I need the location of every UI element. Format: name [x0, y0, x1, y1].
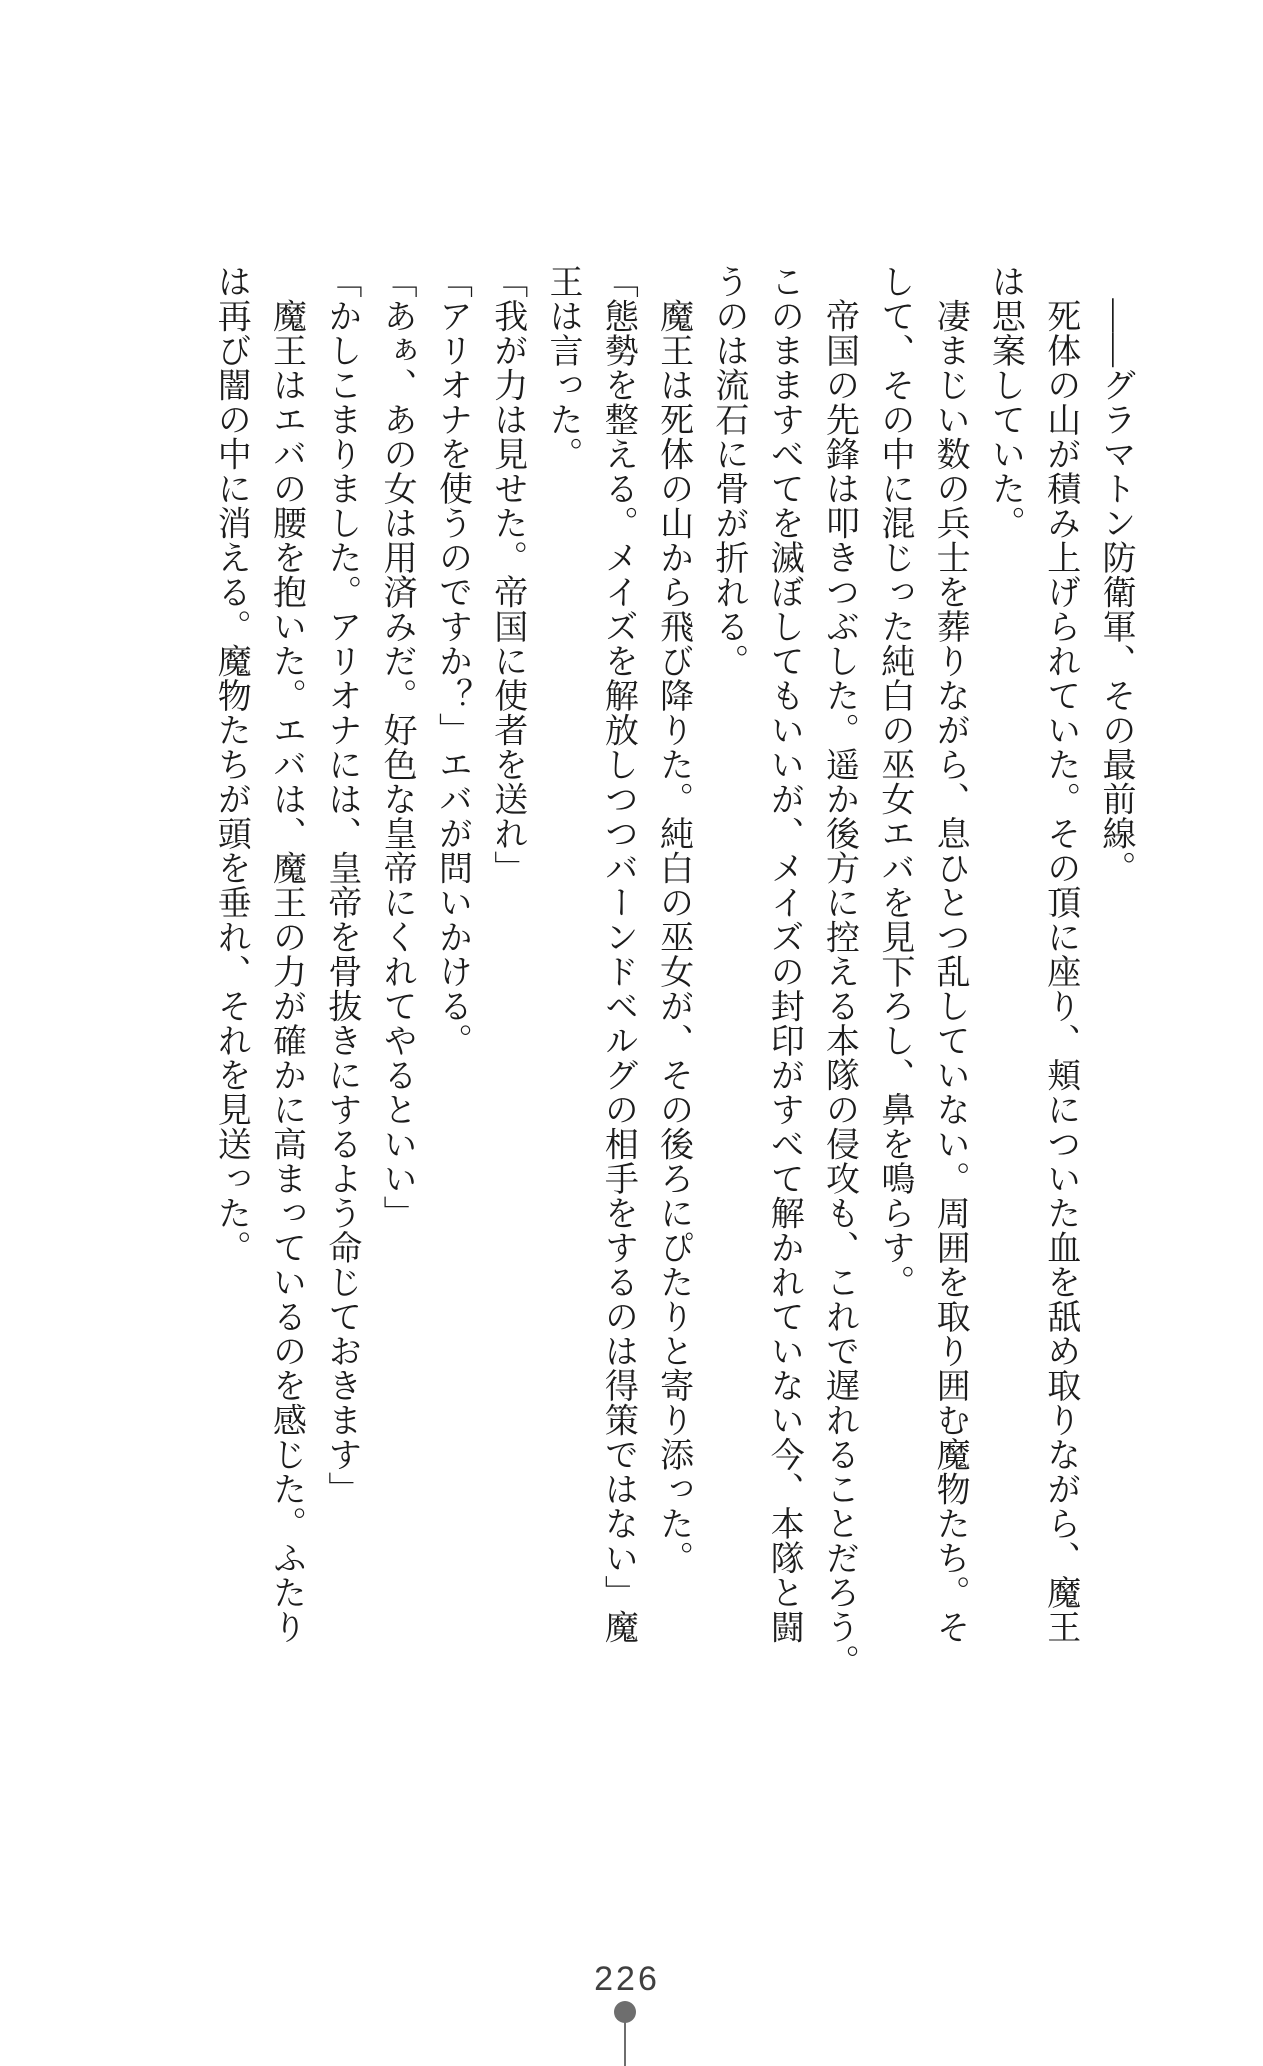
text-line: 「我が力は見せた。帝国に使者を送れ」 — [488, 264, 526, 885]
text-line: うのは流石に骨が折れる。 — [709, 264, 747, 678]
footer-line-ornament — [624, 2012, 626, 2066]
text-line: 凄まじい数の兵士を葬りながら、息ひとつ乱していない。周囲を取り囲む魔物たち。そ — [931, 264, 969, 1644]
text-line: 王は言った。 — [544, 264, 582, 471]
text-line: 「あぁ、あの女は用済みだ。好色な皇帝にくれてやるといい」 — [378, 264, 416, 1230]
text-line: して、その中に混じった純白の巫女エバを見下ろし、鼻を鳴らす。 — [875, 264, 913, 1299]
text-line: 「態勢を整える。メイズを解放しつつバーンドベルグの相手をするのは得策ではない」魔 — [599, 264, 637, 1644]
text-line: 「アリオナを使うのですか？」エバが問いかける。 — [433, 264, 471, 1058]
text-line: 魔王はエバの腰を抱いた。エバは、魔王の力が確かに高まっているのを感じた。ふたり — [267, 264, 305, 1644]
text-line: 帝国の先鋒は叩きつぶした。遥か後方に控える本隊の侵攻も、これで遅れることだろう。 — [820, 264, 858, 1679]
text-line: このまますべてを滅ぼしてもいいが、メイズの封印がすべて解かれていない今、本隊と闘 — [765, 264, 803, 1644]
text-line: は再び闇の中に消える。魔物たちが頭を垂れ、それを見送った。 — [212, 264, 250, 1265]
page-number: 226 — [594, 1960, 660, 1998]
text-line: は思案していた。 — [986, 264, 1024, 540]
text-line: 魔王は死体の山から飛び降りた。純白の巫女が、その後ろにぴたりと寄り添った。 — [654, 264, 692, 1575]
text-line: ――グラマトン防衛軍、その最前線。 — [1097, 264, 1134, 885]
vertical-text-block — [202, 264, 1143, 1679]
text-line: 死体の山が積み上げられていた。その頂に座り、頬についた血を舐め取りながら、魔王 — [1041, 264, 1079, 1644]
text-line: 「かしこまりました。アリオナには、皇帝を骨抜きにするよう命じておきます」 — [322, 264, 360, 1506]
